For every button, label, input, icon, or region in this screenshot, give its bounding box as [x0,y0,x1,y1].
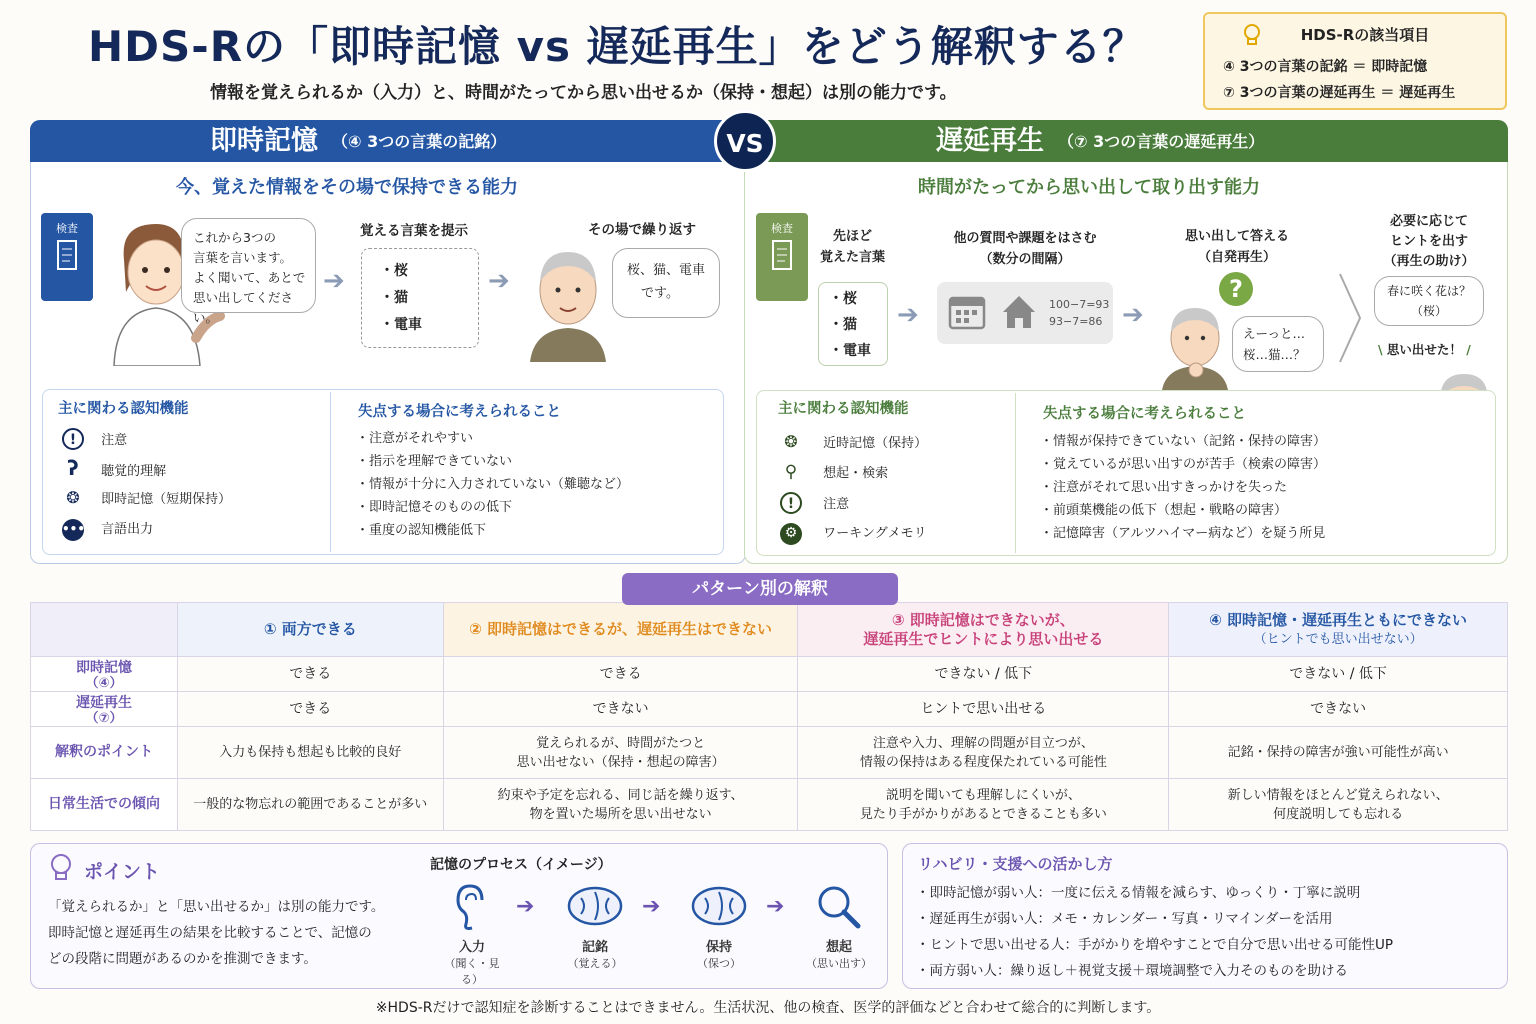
cell-line: 記銘・保持の障害が強い可能性が高い [1227,745,1449,760]
earlier-words-label [820,226,885,268]
immediate-function-attention [62,428,127,450]
row-label-line: （④） [85,675,123,691]
label-line: （数分の間隔） [979,252,1071,267]
word-item: ・猫 [829,317,857,333]
cause-item: ・指示を理解できていない [356,454,513,469]
elderly-reply-bubble [612,248,720,318]
reply-line: です。 [641,286,679,301]
remembered-text: 思い出せた！ [1386,342,1462,357]
table-cell [177,727,443,779]
table-cell: できない [1169,692,1508,727]
rehab-item: ・両方弱い人：繰り返し＋視覚支援＋環境調整で入力そのものを助ける [916,963,1348,979]
speech-line: よく聞いて、あとで [193,270,306,285]
divider [1015,393,1016,553]
word-item: ・電車 [829,343,871,359]
delayed-function-working-memory [780,522,927,545]
ear-icon: ʔ [67,456,79,480]
question-mark-icon: ? [1219,272,1253,306]
immediate-causes-list [356,427,629,542]
step-sub: （聞く・見る） [444,957,500,986]
immediate-causes-heading: 失点する場合に考えられること [358,404,561,420]
step-name: 保持 [705,940,732,955]
row-label-line: （⑦） [85,710,123,726]
brain-icon [565,882,625,932]
brain-icon [689,882,749,932]
point-text-line: どの段階に問題があるのかを推測できます。 [48,951,317,967]
vs-badge: VS [714,110,776,172]
calc-line: 100−7=93 [1049,298,1110,311]
table-cell: できない / 低下 [1169,657,1508,692]
cell-line: 新しい情報をほとんど覚えられない、 [1227,787,1449,803]
point-text-line: 即時記憶と遅延再生の結果を比較することで、記憶の [48,925,372,941]
search-icon [814,882,864,932]
table-row [31,657,1508,692]
document-icon [52,237,82,277]
cause-item: ・注意がそれやすい [356,431,474,446]
column-header-line: ② 即時記憶はできるが、遅延再生はできない [469,620,773,638]
function-label: ワーキングメモリ [823,526,927,541]
footer-note: ※HDS-Rだけで認知症を診断することはできません。生活状況、他の検査、医学的評価などと合わせて総合的に判断します。 [375,1000,1161,1016]
table-cell [177,779,443,831]
delayed-check-tag [756,213,808,301]
table-row [31,779,1508,831]
recall-label [1172,226,1302,268]
cause-item: ・重度の認知機能低下 [356,523,487,538]
cause-item: ・覚えているが思い出すのが苦手（検索の障害） [1040,457,1327,472]
brain-icon: ❂ [66,488,80,507]
immediate-function-memory [62,488,231,510]
column-header-1 [177,603,443,657]
step-sub: （思い出す） [806,957,872,970]
cell-line: 物を置いた場所を思い出せない [529,806,712,822]
sparkle-icon: / [1461,342,1471,357]
cause-item: ・記憶障害（アルツハイマー病など）を疑う所見 [1040,526,1326,541]
label-line: 他の質問や課題をはさむ [953,231,1097,246]
check-tag-label: 検査 [771,222,793,235]
table-cell: できる [177,657,443,692]
row-label [31,692,178,727]
items-box-line-4: ④ 3つの言葉の記銘 ＝ 即時記憶 [1223,59,1428,75]
column-header-4 [1169,603,1508,657]
step-sub: （覚える） [567,957,623,970]
hint-bubble [1374,276,1484,326]
table-cell [443,727,798,779]
items-box-line-7: ⑦ 3つの言葉の遅延再生 ＝ 遅延再生 [1223,85,1456,101]
immediate-title: 即時記憶 [210,125,318,157]
label-line: ヒントを出す [1389,234,1468,249]
brain-icon: ❂ [784,432,798,451]
row-label [31,657,178,692]
page-subtitle: 情報を覚えられるか（入力）と、時間がたってから思い出せるか（保持・想起）は別の能力です。 [210,83,957,103]
delayed-word-list [818,282,888,366]
calc-line: 93−7=86 [1049,315,1103,328]
table-header-row [31,603,1508,657]
hint-line: （桜） [1410,304,1447,318]
column-header-line: ① 両方できる [263,620,357,638]
cause-item: ・情報が保持できていない（記銘・保持の障害） [1040,434,1327,449]
document-icon [767,237,797,277]
pattern-table [30,602,1508,831]
repeat-label: その場で繰り返す [588,222,696,238]
table-cell: できない / 低下 [798,657,1169,692]
thinking-line: えーっと… [1243,326,1306,341]
label-line: （自発再生） [1197,250,1276,265]
chevron-right-icon [1338,272,1362,388]
immediate-tagline: 今、覚えた情報をその場で保持できる能力 [176,177,518,198]
search-icon: ⚲ [784,462,798,482]
thinking-man-illustration [1160,298,1230,390]
table-corner [31,603,178,657]
house-icon [999,292,1039,332]
step-name: 想起 [825,940,852,955]
present-words-label: 覚える言葉を提示 [360,223,468,239]
arrow-right-icon: ➔ [488,266,510,296]
delayed-function-retrieval [780,462,888,484]
speech-line: 思い出してください。 [193,290,294,325]
rehab-item: ・ヒントで思い出せる人：手がかりを増やすことで自分で思い出せる可能性UP [916,937,1394,953]
label-line: 思い出して答える [1184,229,1289,244]
items-box-heading: HDS-Rの該当項目 [1300,26,1430,44]
column-header-line: ③ 即時記憶はできないが、 [891,610,1075,629]
column-header-line: ④ 即時記憶・遅延再生ともにできない [1209,610,1468,629]
rehab-list [916,880,1393,984]
process-step-retain [684,882,754,971]
table-cell [443,779,798,831]
row-label: 解釈のポイント [31,727,178,779]
delayed-header [744,120,1508,162]
table-cell [798,779,1169,831]
function-label: 想起・検索 [823,466,889,481]
column-header-line: （ヒントでも思い出せない） [1253,631,1423,647]
immediate-function-language [62,518,153,541]
lightbulb-icon [48,852,74,884]
interval-label [940,228,1110,270]
cell-line: 何度説明しても忘れる [1273,806,1404,822]
label-line: （再生の助け） [1383,254,1475,269]
label-line: 必要に応じて [1389,214,1468,229]
exclamation-icon: ! [780,492,802,514]
table-row [31,727,1508,779]
delayed-tagline: 時間がたってから思い出して取り出す能力 [918,177,1260,198]
arrow-right-icon: ➔ [642,894,661,919]
elderly-man-illustration [526,238,610,362]
rehab-item: ・即時記憶が弱い人：一度に伝える情報を減らす、ゆっくり・丁寧に説明 [916,885,1361,901]
cell-line: 情報の保持はある程度保たれている可能性 [859,754,1107,770]
head-gear-icon: ⚙ [780,523,802,545]
process-step-recall [804,882,874,971]
function-label: 近時記憶（保持） [823,436,928,451]
rehab-item: ・遅延再生が弱い人：メモ・カレンダー・写真・リマインダーを活用 [916,911,1333,927]
thinking-bubble [1232,316,1324,372]
calculation-text [1049,296,1109,330]
delayed-functions-heading: 主に関わる認知機能 [778,401,909,417]
calendar-icon [947,292,987,332]
table-cell: できない [443,692,798,727]
hdsr-items-box [1203,12,1507,110]
table-row [31,692,1508,727]
check-tag-label: 検査 [56,222,78,235]
column-header-3 [798,603,1169,657]
thinking-line: 桜…猫…？ [1243,347,1306,362]
sparkle-icon: \ [1378,342,1387,357]
immediate-title-sub: （④ 3つの言葉の記銘） [332,131,507,151]
step-name: 記銘 [581,940,608,955]
arrow-right-icon: ➔ [897,300,919,330]
cell-line: 入力も保持も想起も比較的良好 [219,745,402,760]
cell-line: 一般的な物忘れの範囲であることが多い [193,797,428,812]
cause-item: ・即時記憶そのものの低下 [356,500,513,515]
table-cell [798,727,1169,779]
speech-bubble-icon: ••• [62,519,84,541]
arrow-right-icon: ➔ [1122,300,1144,330]
process-heading: 記憶のプロセス（イメージ） [430,857,612,873]
immediate-check-tag [41,213,93,301]
cell-line: 注意や入力、理解の問題が目立つが、 [872,735,1094,751]
word-item: ・桜 [829,291,857,307]
cell-line: 説明を聞いても理解しにくいが、 [885,787,1081,803]
interval-tasks-box [937,282,1113,344]
function-label: 聴覚的理解 [101,464,167,479]
function-label: 注意 [101,433,128,448]
function-label: 即時記憶（短期保持） [101,492,232,507]
table-cell: できる [443,657,798,692]
table-cell: ヒントで思い出せる [798,692,1169,727]
hint-chevron [1338,272,1362,388]
cell-line: 覚えられるが、時間がたつと [536,735,706,751]
delayed-title-sub: （⑦ 3つの言葉の遅延再生） [1058,131,1265,151]
process-step-input [442,882,502,987]
exclamation-icon: ! [62,428,84,450]
divider [330,392,331,552]
ear-icon [452,882,492,932]
cell-line: 見たり手がかりがあるとできることも多い [859,806,1107,822]
label-line: 覚えた言葉 [820,250,886,265]
delayed-title: 遅延再生 [936,125,1044,157]
immediate-function-auditory [62,458,166,480]
step-name: 入力 [458,940,485,955]
delayed-function-attention [780,492,849,514]
immediate-functions-heading: 主に関わる認知機能 [58,401,189,417]
point-text [48,894,384,972]
delayed-function-recent-memory [780,432,927,454]
point-heading: ポイント [84,861,161,883]
cause-item: ・注意がそれて思い出すきっかけを失った [1040,480,1288,495]
cell-line: 思い出せない（保持・想起の障害） [516,754,725,770]
row-label: 日常生活での傾向 [31,779,178,831]
delayed-causes-heading: 失点する場合に考えられること [1043,406,1246,422]
column-header-line: 遅延再生でヒントにより思い出せる [863,629,1104,648]
label-line: 先ほど [833,229,873,244]
cause-item: ・情報が十分に入力されていない（難聴など） [356,477,630,492]
hint-line: 春に咲く花は？ [1386,284,1471,298]
word-item: ・桜 [380,263,408,279]
immediate-header [30,120,746,162]
page-title: HDS-Rの「即時記憶 vs 遅延再生」をどう解釈する？ [88,22,1146,71]
table-cell [1169,779,1508,831]
arrow-right-icon: ➔ [323,266,345,296]
step-sub: （保つ） [697,957,741,970]
function-label: 注意 [823,497,850,512]
arrow-right-icon: ➔ [516,894,535,919]
row-label-line: 遅延再生 [75,694,132,711]
cell-line: 約束や予定を忘れる、同じ話を繰り返す、 [497,787,744,803]
process-step-encode [560,882,630,971]
word-item: ・猫 [380,290,408,306]
pattern-heading: パターン別の解釈 [622,573,898,605]
speech-line: 言葉を言います。 [193,250,293,265]
immediate-word-list [361,248,479,348]
remembered-label [1378,340,1471,358]
delayed-causes-list [1040,430,1326,545]
word-item: ・電車 [380,317,422,333]
reply-line: 桜、猫、電車 [627,263,706,278]
row-label-line: 即時記憶 [75,659,132,676]
point-text-line: 「覚えられるか」と「思い出せるか」は別の能力です。 [48,899,385,915]
function-label: 言語出力 [101,522,154,537]
nurse-speech-bubble [181,218,316,325]
table-cell: できる [177,692,443,727]
hint-label [1374,212,1484,272]
speech-line: これから3つの [193,230,276,245]
column-header-2 [443,603,798,657]
cause-item: ・前頭葉機能の低下（想起・戦略の障害） [1040,503,1288,518]
rehab-heading: リハビリ・支援への活かし方 [918,855,1113,873]
table-cell [1169,727,1508,779]
arrow-right-icon: ➔ [766,894,785,919]
